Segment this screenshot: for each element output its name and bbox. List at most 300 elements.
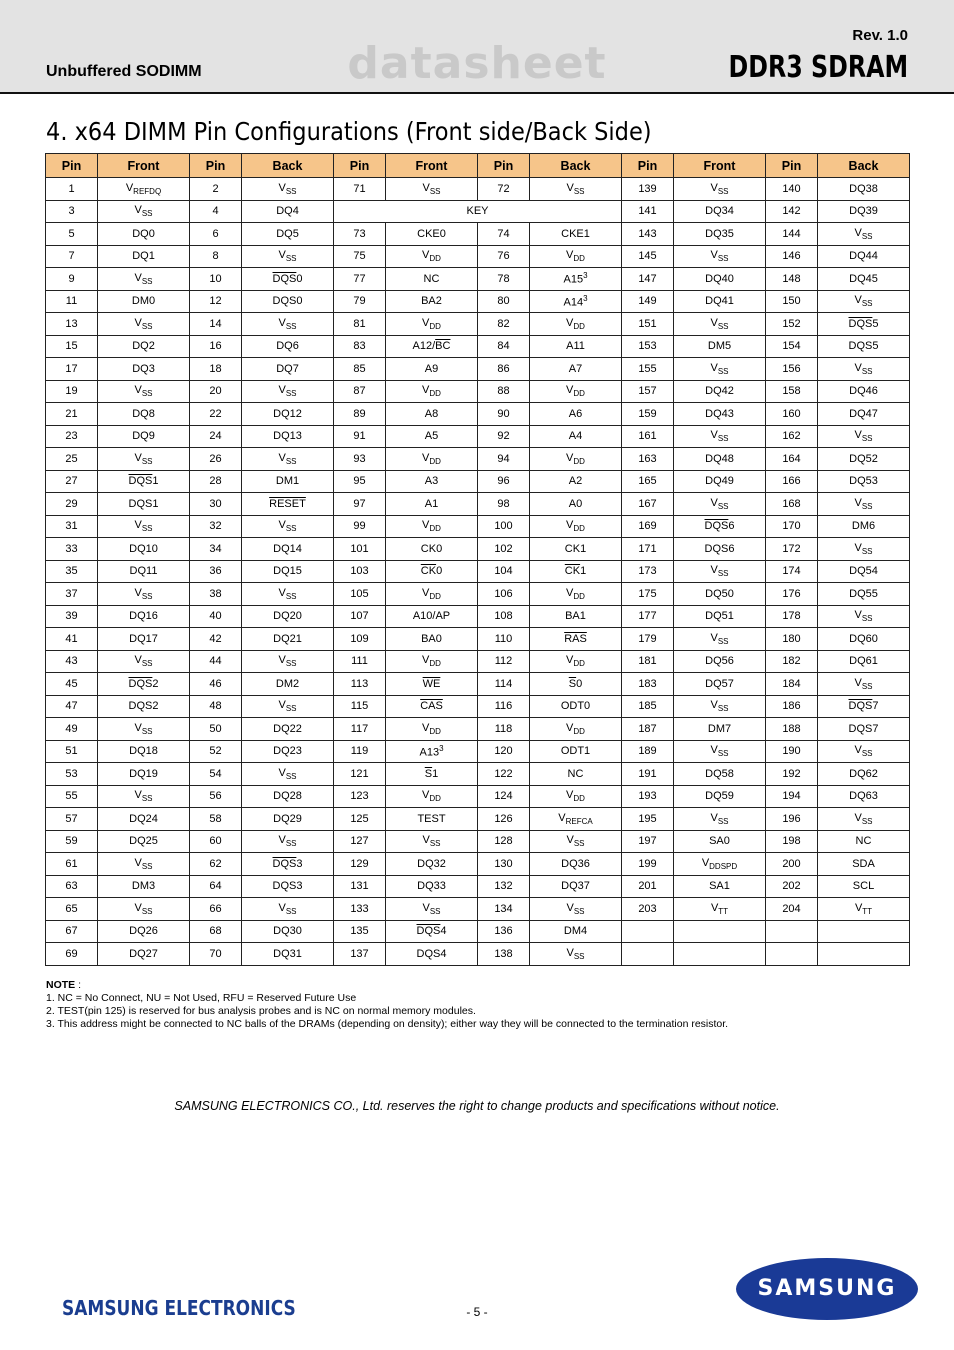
pin-number-cell: 57 xyxy=(46,808,98,831)
pin-number-cell: 5 xyxy=(46,223,98,246)
table-row xyxy=(46,875,910,898)
signal-cell: $\overline{DQS}7$ xyxy=(818,695,910,718)
pin-number-cell xyxy=(766,920,818,943)
pin-number-cell: 131 xyxy=(334,875,386,898)
signal-cell: $V_{SS}$ xyxy=(674,245,766,268)
signal-cell: DQS7 xyxy=(818,718,910,741)
signal-cell: DM5 xyxy=(674,335,766,358)
pin-number-cell: 7 xyxy=(46,245,98,268)
pin-number-cell: 77 xyxy=(334,268,386,291)
signal-cell: DQ17 xyxy=(98,628,190,651)
note-item: 3. This address might be connected to NC balls of the DRAMs (depending on density); either way they will be connected to the termination resistor. xyxy=(46,1018,729,1030)
pin-number-cell: 197 xyxy=(622,830,674,853)
pin-number-cell: 180 xyxy=(766,628,818,651)
pin-number-cell xyxy=(622,943,674,966)
pin-number-cell: 147 xyxy=(622,268,674,291)
pin-number-cell: 143 xyxy=(622,223,674,246)
signal-cell: $V_{SS}$ xyxy=(98,200,190,223)
signal-cell: DQ11 xyxy=(98,560,190,583)
pin-number-cell: 82 xyxy=(478,313,530,336)
signal-cell: BA1 xyxy=(530,605,622,628)
table-row xyxy=(46,515,910,538)
signal-cell: $V_{DD}$ xyxy=(386,515,478,538)
signal-cell: DQ13 xyxy=(242,425,334,448)
signal-cell: $V_{DD}$ xyxy=(386,313,478,336)
signal-cell: $A15^3$ xyxy=(530,268,622,291)
pin-number-cell: 107 xyxy=(334,605,386,628)
signal-cell: BA0 xyxy=(386,628,478,651)
pin-number-cell: 101 xyxy=(334,538,386,561)
signal-cell: $\overline{DQS}3$ xyxy=(242,853,334,876)
signal-cell: $V_{SS}$ xyxy=(98,448,190,471)
pin-number-cell: 88 xyxy=(478,380,530,403)
pin-number-cell: 78 xyxy=(478,268,530,291)
signal-cell: DM4 xyxy=(530,920,622,943)
signal-cell: $V_{DD}$ xyxy=(530,718,622,741)
pin-number-cell: 175 xyxy=(622,583,674,606)
pin-number-cell: 39 xyxy=(46,605,98,628)
pin-number-cell: 144 xyxy=(766,223,818,246)
column-header: Pin xyxy=(622,154,674,178)
pin-number-cell: 194 xyxy=(766,785,818,808)
pin-number-cell: 159 xyxy=(622,403,674,426)
signal-cell: DQ42 xyxy=(674,380,766,403)
document-title: DDR3 SDRAM xyxy=(728,50,908,85)
pin-number-cell: 1 xyxy=(46,178,98,201)
column-header: Pin xyxy=(190,154,242,178)
pin-number-cell: 121 xyxy=(334,763,386,786)
pin-number-cell: 103 xyxy=(334,560,386,583)
product-type: Unbuffered SODIMM xyxy=(46,63,202,80)
note-heading xyxy=(46,979,728,992)
pin-number-cell: 183 xyxy=(622,673,674,696)
signal-cell: $V_{SS}$ xyxy=(242,380,334,403)
pin-number-cell: 157 xyxy=(622,380,674,403)
pin-number-cell: 65 xyxy=(46,898,98,921)
pin-number-cell: 160 xyxy=(766,403,818,426)
signal-cell: DQ37 xyxy=(530,875,622,898)
table-row xyxy=(46,583,910,606)
signal-cell: DQ28 xyxy=(242,785,334,808)
pin-number-cell: 21 xyxy=(46,403,98,426)
signal-cell: $V_{DD}$ xyxy=(386,718,478,741)
pin-number-cell: 76 xyxy=(478,245,530,268)
signal-cell: SCL xyxy=(818,875,910,898)
table-row xyxy=(46,335,910,358)
signal-cell: $\overline{DQS}5$ xyxy=(818,313,910,336)
pin-number-cell: 59 xyxy=(46,830,98,853)
table-row xyxy=(46,178,910,201)
signal-cell: $\overline{CK}1$ xyxy=(530,560,622,583)
pin-number-cell: 119 xyxy=(334,740,386,763)
signal-cell: DQ26 xyxy=(98,920,190,943)
signal-cell: DQ23 xyxy=(242,740,334,763)
signal-cell: DQ52 xyxy=(818,448,910,471)
signal-cell: $V_{SS}$ xyxy=(818,605,910,628)
pin-number-cell: 148 xyxy=(766,268,818,291)
section-title: 4. x64 DIMM Pin Configurations (Front side/Back Side) xyxy=(46,117,652,146)
signal-cell: $V_{SS}$ xyxy=(530,898,622,921)
pin-number-cell: 111 xyxy=(334,650,386,673)
signal-cell: DQ47 xyxy=(818,403,910,426)
pin-number-cell: 27 xyxy=(46,470,98,493)
signal-cell: $V_{DD}$ xyxy=(530,380,622,403)
pin-number-cell xyxy=(622,920,674,943)
signal-cell: DQ2 xyxy=(98,335,190,358)
signal-cell: DQ41 xyxy=(674,290,766,313)
signal-cell: CK0 xyxy=(386,538,478,561)
signal-cell: $\overline{RAS}$ xyxy=(530,628,622,651)
column-header: Front xyxy=(386,154,478,178)
signal-cell: $V_{SS}$ xyxy=(242,650,334,673)
signal-cell: NC xyxy=(530,763,622,786)
signal-cell: A9 xyxy=(386,358,478,381)
pin-number-cell: 120 xyxy=(478,740,530,763)
table-row xyxy=(46,628,910,651)
signal-cell: DQ56 xyxy=(674,650,766,673)
pin-number-cell: 20 xyxy=(190,380,242,403)
pin-number-cell: 51 xyxy=(46,740,98,763)
pin-number-cell: 174 xyxy=(766,560,818,583)
pin-number-cell: 169 xyxy=(622,515,674,538)
signal-cell: $V_{SS}$ xyxy=(674,358,766,381)
pin-number-cell: 36 xyxy=(190,560,242,583)
pin-number-cell: 129 xyxy=(334,853,386,876)
pin-number-cell: 11 xyxy=(46,290,98,313)
pin-number-cell: 6 xyxy=(190,223,242,246)
column-header: Front xyxy=(98,154,190,178)
signal-cell xyxy=(818,943,910,966)
signal-cell: $\overline{DQS}2$ xyxy=(98,673,190,696)
pin-number-cell: 4 xyxy=(190,200,242,223)
pin-number-cell: 63 xyxy=(46,875,98,898)
pin-number-cell: 55 xyxy=(46,785,98,808)
pin-number-cell: 28 xyxy=(190,470,242,493)
signal-cell: DQ5 xyxy=(242,223,334,246)
pin-number-cell: 135 xyxy=(334,920,386,943)
pin-number-cell: 52 xyxy=(190,740,242,763)
pin-number-cell: 89 xyxy=(334,403,386,426)
signal-cell: DQ12 xyxy=(242,403,334,426)
signal-cell: A11 xyxy=(530,335,622,358)
signal-cell: A1 xyxy=(386,493,478,516)
signal-cell: $V_{SS}$ xyxy=(98,650,190,673)
table-row xyxy=(46,200,910,223)
signal-cell: $V_{SS}$ xyxy=(98,718,190,741)
signal-cell: DQ27 xyxy=(98,943,190,966)
signal-cell: $V_{SS}$ xyxy=(530,178,622,201)
table-row xyxy=(46,448,910,471)
signal-cell: $V_{SS}$ xyxy=(818,493,910,516)
signal-cell: ODT1 xyxy=(530,740,622,763)
signal-cell xyxy=(818,920,910,943)
table-row xyxy=(46,403,910,426)
pin-number-cell: 127 xyxy=(334,830,386,853)
pin-number-cell: 94 xyxy=(478,448,530,471)
signal-cell: DQ38 xyxy=(818,178,910,201)
pin-number-cell: 25 xyxy=(46,448,98,471)
signal-cell: DQ61 xyxy=(818,650,910,673)
pin-number-cell: 158 xyxy=(766,380,818,403)
signal-cell: $V_{SS}$ xyxy=(818,740,910,763)
pin-number-cell: 93 xyxy=(334,448,386,471)
signal-cell xyxy=(674,943,766,966)
pin-number-cell: 70 xyxy=(190,943,242,966)
table-row xyxy=(46,920,910,943)
pin-number-cell: 46 xyxy=(190,673,242,696)
signal-cell: $V_{TT}$ xyxy=(674,898,766,921)
signal-cell: $V_{TT}$ xyxy=(818,898,910,921)
signal-cell: DQS1 xyxy=(98,493,190,516)
table-row xyxy=(46,245,910,268)
pin-number-cell: 117 xyxy=(334,718,386,741)
note-label-suffix: : xyxy=(75,979,82,991)
table-row xyxy=(46,740,910,763)
pin-number-cell: 2 xyxy=(190,178,242,201)
pin-number-cell: 202 xyxy=(766,875,818,898)
pin-number-cell: 122 xyxy=(478,763,530,786)
signal-cell: $V_{SS}$ xyxy=(818,358,910,381)
signal-cell: SA0 xyxy=(674,830,766,853)
signal-cell: $\overline{S}1$ xyxy=(386,763,478,786)
disclaimer: SAMSUNG ELECTRONICS CO., Ltd. reserves the right to change products and specifications without notice. xyxy=(174,1099,780,1113)
pin-number-cell: 81 xyxy=(334,313,386,336)
signal-cell: NC xyxy=(386,268,478,291)
pin-number-cell: 171 xyxy=(622,538,674,561)
pin-number-cell: 64 xyxy=(190,875,242,898)
pin-number-cell: 31 xyxy=(46,515,98,538)
pin-number-cell: 173 xyxy=(622,560,674,583)
samsung-logo xyxy=(736,1258,918,1320)
column-header: Front xyxy=(674,154,766,178)
pin-number-cell: 98 xyxy=(478,493,530,516)
pin-number-cell: 75 xyxy=(334,245,386,268)
signal-cell: $V_{SS}$ xyxy=(98,268,190,291)
column-header: Pin xyxy=(46,154,98,178)
pin-number-cell: 184 xyxy=(766,673,818,696)
pin-number-cell: 149 xyxy=(622,290,674,313)
pin-number-cell: 110 xyxy=(478,628,530,651)
column-header: Pin xyxy=(334,154,386,178)
signal-cell: $\overline{CAS}$ xyxy=(386,695,478,718)
pin-number-cell: 134 xyxy=(478,898,530,921)
signal-cell: DQS6 xyxy=(674,538,766,561)
table-row xyxy=(46,223,910,246)
pin-number-cell: 141 xyxy=(622,200,674,223)
pin-number-cell: 12 xyxy=(190,290,242,313)
pin-number-cell: 48 xyxy=(190,695,242,718)
signal-cell: $V_{SS}$ xyxy=(674,695,766,718)
table-row xyxy=(46,650,910,673)
signal-cell: $\overline{WE}$ xyxy=(386,673,478,696)
signal-cell: $\overline{DQS}4$ xyxy=(386,920,478,943)
signal-cell: NC xyxy=(818,830,910,853)
signal-cell: CKE0 xyxy=(386,223,478,246)
signal-cell: DM1 xyxy=(242,470,334,493)
pin-number-cell: 37 xyxy=(46,583,98,606)
table-row xyxy=(46,605,910,628)
signal-cell: DQ16 xyxy=(98,605,190,628)
signal-cell: $V_{DD}$ xyxy=(530,313,622,336)
pin-number-cell: 54 xyxy=(190,763,242,786)
table-row xyxy=(46,425,910,448)
signal-cell: $V_{SS}$ xyxy=(818,673,910,696)
pin-number-cell: 150 xyxy=(766,290,818,313)
signal-cell: DQ43 xyxy=(674,403,766,426)
page-number: - 5 - xyxy=(466,1305,488,1319)
signal-cell: DQ4 xyxy=(242,200,334,223)
pin-number-cell: 136 xyxy=(478,920,530,943)
pin-number-cell: 168 xyxy=(766,493,818,516)
signal-cell: A3 xyxy=(386,470,478,493)
pin-number-cell: 125 xyxy=(334,808,386,831)
pin-number-cell: 74 xyxy=(478,223,530,246)
signal-cell: DQ14 xyxy=(242,538,334,561)
signal-cell: DQ1 xyxy=(98,245,190,268)
signal-cell: $V_{SS}$ xyxy=(98,583,190,606)
pin-number-cell: 108 xyxy=(478,605,530,628)
signal-cell: DQ50 xyxy=(674,583,766,606)
signal-cell: $V_{SS}$ xyxy=(242,178,334,201)
pin-number-cell: 43 xyxy=(46,650,98,673)
signal-cell: DQ6 xyxy=(242,335,334,358)
pin-number-cell: 96 xyxy=(478,470,530,493)
pin-number-cell: 50 xyxy=(190,718,242,741)
signal-cell: DM2 xyxy=(242,673,334,696)
signal-cell: $V_{DD}$ xyxy=(386,650,478,673)
pin-number-cell: 130 xyxy=(478,853,530,876)
pin-number-cell: 22 xyxy=(190,403,242,426)
pin-number-cell: 145 xyxy=(622,245,674,268)
pin-number-cell: 3 xyxy=(46,200,98,223)
pin-number-cell: 72 xyxy=(478,178,530,201)
pin-number-cell: 191 xyxy=(622,763,674,786)
signal-cell: DQ53 xyxy=(818,470,910,493)
pin-number-cell: 112 xyxy=(478,650,530,673)
pin-number-cell: 132 xyxy=(478,875,530,898)
signal-cell: A0 xyxy=(530,493,622,516)
signal-cell: $V_{SS}$ xyxy=(98,785,190,808)
signal-cell: ODT0 xyxy=(530,695,622,718)
pin-number-cell: 186 xyxy=(766,695,818,718)
signal-cell: $V_{SS}$ xyxy=(98,380,190,403)
pin-configuration-table xyxy=(45,153,910,966)
signal-cell: DQS3 xyxy=(242,875,334,898)
pin-number-cell: 185 xyxy=(622,695,674,718)
signal-cell: SA1 xyxy=(674,875,766,898)
signal-cell: DQ48 xyxy=(674,448,766,471)
pin-number-cell: 14 xyxy=(190,313,242,336)
signal-cell: RESET xyxy=(242,493,334,516)
signal-cell: $A14^3$ xyxy=(530,290,622,313)
signal-cell: A4 xyxy=(530,425,622,448)
signal-cell: $V_{DD}$ xyxy=(386,245,478,268)
signal-cell: DQ58 xyxy=(674,763,766,786)
revision: Rev. 1.0 xyxy=(852,27,908,44)
pin-number-cell: 200 xyxy=(766,853,818,876)
signal-cell: DM3 xyxy=(98,875,190,898)
pin-number-cell: 133 xyxy=(334,898,386,921)
pin-number-cell: 166 xyxy=(766,470,818,493)
pin-number-cell: 29 xyxy=(46,493,98,516)
signal-cell: $V_{SS}$ xyxy=(98,313,190,336)
pin-number-cell: 196 xyxy=(766,808,818,831)
signal-cell: DQ25 xyxy=(98,830,190,853)
pin-number-cell: 178 xyxy=(766,605,818,628)
pin-number-cell: 115 xyxy=(334,695,386,718)
pin-number-cell: 124 xyxy=(478,785,530,808)
pin-number-cell: 15 xyxy=(46,335,98,358)
pin-number-cell: 47 xyxy=(46,695,98,718)
table-row xyxy=(46,695,910,718)
signal-cell: $V_{SS}$ xyxy=(674,740,766,763)
signal-cell: $V_{DD}$ xyxy=(530,583,622,606)
pin-number-cell: 73 xyxy=(334,223,386,246)
column-header: Pin xyxy=(766,154,818,178)
signal-cell: $V_{SS}$ xyxy=(530,830,622,853)
signal-cell: $V_{SS}$ xyxy=(674,628,766,651)
signal-cell: $V_{REFDQ}$ xyxy=(98,178,190,201)
pin-number-cell: 80 xyxy=(478,290,530,313)
pin-number-cell: 123 xyxy=(334,785,386,808)
pin-number-cell: 97 xyxy=(334,493,386,516)
signal-cell: DQ24 xyxy=(98,808,190,831)
signal-cell: $V_{DD}$ xyxy=(386,785,478,808)
pin-number-cell: 190 xyxy=(766,740,818,763)
note-item: 1. NC = No Connect, NU = Not Used, RFU = Reserved Future Use xyxy=(46,992,357,1004)
signal-cell: DQ49 xyxy=(674,470,766,493)
pin-number-cell: 90 xyxy=(478,403,530,426)
pin-number-cell: 53 xyxy=(46,763,98,786)
pin-number-cell: 152 xyxy=(766,313,818,336)
pin-number-cell: 153 xyxy=(622,335,674,358)
table-header-row xyxy=(46,154,910,178)
pin-number-cell: 142 xyxy=(766,200,818,223)
signal-cell: $V_{SS}$ xyxy=(98,898,190,921)
pin-number-cell: 35 xyxy=(46,560,98,583)
signal-cell: CK1 xyxy=(530,538,622,561)
pin-number-cell: 126 xyxy=(478,808,530,831)
pin-number-cell: 9 xyxy=(46,268,98,291)
pin-number-cell: 128 xyxy=(478,830,530,853)
pin-number-cell xyxy=(766,943,818,966)
signal-cell: DQ15 xyxy=(242,560,334,583)
pin-number-cell: 163 xyxy=(622,448,674,471)
signal-cell: A5 xyxy=(386,425,478,448)
signal-cell: DQS2 xyxy=(98,695,190,718)
signal-cell: TEST xyxy=(386,808,478,831)
key-cell: KEY xyxy=(334,200,622,223)
pin-number-cell: 85 xyxy=(334,358,386,381)
signal-cell: DQ33 xyxy=(386,875,478,898)
pin-number-cell: 67 xyxy=(46,920,98,943)
pin-number-cell: 137 xyxy=(334,943,386,966)
pin-number-cell: 102 xyxy=(478,538,530,561)
signal-cell: DQ54 xyxy=(818,560,910,583)
pin-number-cell: 193 xyxy=(622,785,674,808)
signal-cell: $V_{DD}$ xyxy=(530,245,622,268)
signal-cell: $V_{SS}$ xyxy=(386,898,478,921)
pin-number-cell: 104 xyxy=(478,560,530,583)
table-row xyxy=(46,290,910,313)
pin-number-cell: 139 xyxy=(622,178,674,201)
signal-cell: BA2 xyxy=(386,290,478,313)
signal-cell: $V_{SS}$ xyxy=(386,178,478,201)
signal-cell: DQ30 xyxy=(242,920,334,943)
pin-number-cell: 151 xyxy=(622,313,674,336)
pin-number-cell: 66 xyxy=(190,898,242,921)
signal-cell: $V_{SS}$ xyxy=(242,898,334,921)
